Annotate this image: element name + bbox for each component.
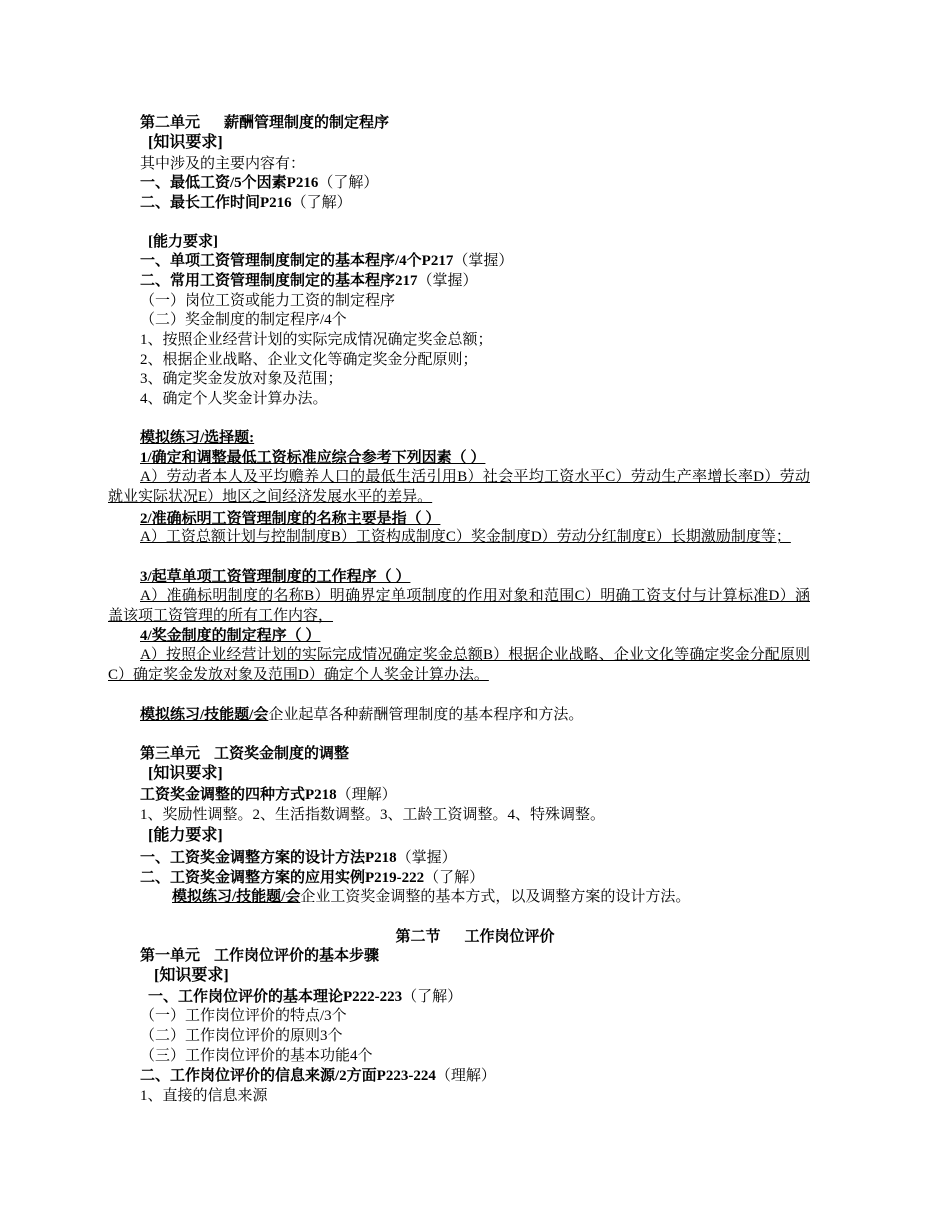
- unit2-knowledge-1: 一、最低工资/5个因素P216（了解）: [140, 175, 379, 191]
- unit2-step-1: 1、按照企业经营计划的实际完成情况确定奖金总额；: [140, 332, 493, 348]
- unit2-knowledge-heading: [知识要求]: [148, 134, 223, 151]
- unit2-ability-2-2: （二）奖金制度的制定程序/4个: [140, 312, 347, 328]
- unit3-ability-1: 一、工资奖金调整方案的设计方法P218（掌握）: [140, 850, 457, 866]
- unit3-knowledge-list: 1、奖励性调整。2、生活指数调整。3、工龄工资调整。4、特殊调整。: [140, 807, 606, 823]
- question-2-answer: A）工资总额计划与控制制度B）工资构成制度C）奖金制度D）劳动分红制度E）长期激励制度等；: [140, 529, 791, 545]
- unit3-knowledge-heading: [知识要求]: [148, 765, 223, 782]
- unit3-heading: 第三单元 工资奖金制度的调整: [140, 746, 350, 762]
- unit2-ability-heading: [能力要求]: [148, 234, 218, 250]
- unit2-title: 第二单元: [140, 115, 201, 131]
- question-4-answer: A）按照企业经营计划的实际完成情况确定奖金总额B）根据企业战略、企业文化等确定奖金分配原则C）确定奖金发放对象及范围D）确定个人奖金计算办法。: [108, 647, 810, 683]
- unit2-ability-2-1: （一）岗位工资或能力工资的制定程序: [140, 293, 396, 309]
- unit3-ability-heading: [能力要求]: [148, 827, 223, 844]
- unit1-knowledge-1-1: （一）工作岗位评价的特点/3个: [140, 1008, 347, 1024]
- unit2-knowledge-2: 二、最长工作时间P216（了解）: [140, 195, 352, 211]
- unit1-knowledge-1: 一、工作岗位评价的基本理论P222-223（了解）: [148, 989, 463, 1005]
- question-3-answer: A）准确标明制度的名称B）明确界定单项制度的作用对象和范围C）明确工资支付与计算标准D）涵盖该项工资管理的所有工作内容，: [108, 588, 810, 624]
- unit2-mcq-heading: 模拟练习/选择题:: [140, 430, 255, 446]
- unit1-knowledge-1-3: （三）工作岗位评价的基本功能4个: [140, 1048, 373, 1064]
- unit1-heading: 第一单元 工作岗位评价的基本步骤: [140, 948, 380, 964]
- unit2-step-3: 3、确定奖金发放对象及范围；: [140, 371, 343, 387]
- unit2-skill-line: 模拟练习/技能题/会企业起草各种薪酬管理制度的基本程序和方法。: [140, 707, 584, 723]
- question-3: 3/起草单项工资管理制度的工作程序（ ）: [140, 569, 411, 585]
- unit2-ability-2: 二、常用工资管理制度制定的基本程序217（掌握）: [140, 273, 478, 289]
- section2-heading: 第二节 工作岗位评价: [395, 929, 555, 945]
- unit1-knowledge-heading: [知识要求]: [154, 967, 229, 984]
- question-2: 2/准确标明工资管理制度的名称主要是指（ ）: [140, 511, 441, 527]
- unit2-step-4: 4、确定个人奖金计算办法。: [140, 391, 328, 407]
- unit1-knowledge-2: 二、工作岗位评价的信息来源/2方面P223-224（理解）: [140, 1068, 496, 1084]
- question-1-answer: A）劳动者本人及平均赡养人口的最低生活引用B）社会平均工资水平C）劳动生产率增长率D）劳动就业实际状况E）地区之间经济发展水平的差异。: [108, 469, 810, 505]
- unit1-knowledge-2-1: 1、直接的信息来源: [140, 1088, 268, 1104]
- unit2-step-2: 2、根据企业战略、企业文化等确定奖金分配原则；: [140, 352, 478, 368]
- question-1: 1/确定和调整最低工资标准应综合参考下列因素（ ）: [140, 450, 486, 466]
- question-4: 4/奖金制度的制定程序（ ）: [140, 628, 321, 644]
- unit3-skill-line: 模拟练习/技能题/会企业工资奖金调整的基本方式，以及调整方案的设计方法。: [172, 889, 691, 905]
- unit2-intro: 其中涉及的主要内容有：: [140, 156, 306, 172]
- unit2-heading: [140, 113, 389, 133]
- unit3-ability-2: 二、工资奖金调整方案的应用实例P219-222（了解）: [140, 870, 485, 886]
- unit1-knowledge-1-2: （二）工作岗位评价的原则3个: [140, 1028, 343, 1044]
- unit3-knowledge-1: 工资奖金调整的四种方式P218（理解）: [140, 787, 397, 803]
- unit2-title-rest: 薪酬管理制度的制定程序: [224, 115, 390, 131]
- unit2-ability-1: 一、单项工资管理制度制定的基本程序/4个P217（掌握）: [140, 253, 514, 269]
